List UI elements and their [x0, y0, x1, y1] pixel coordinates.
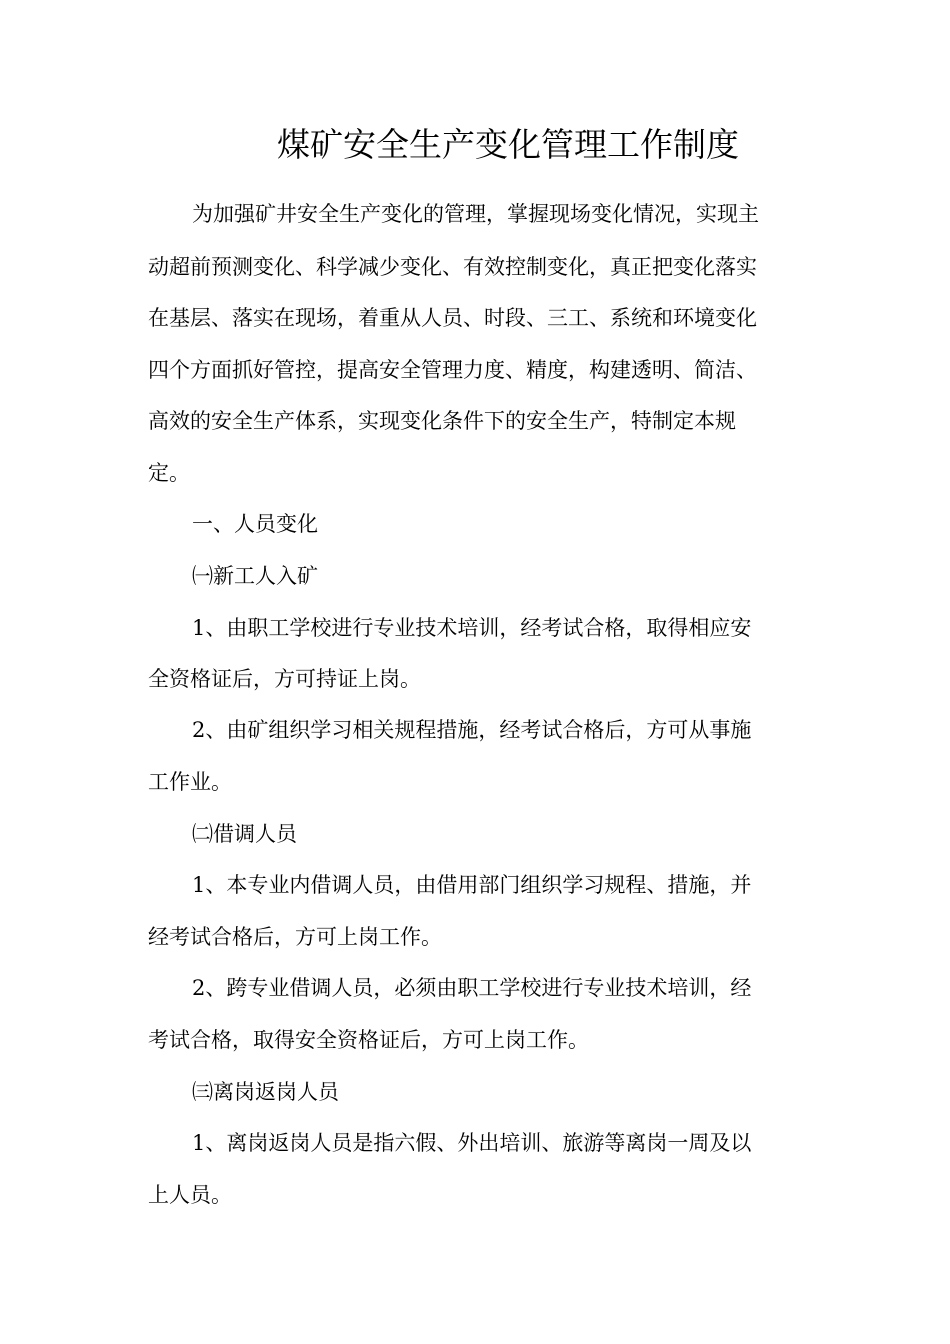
new-workers-item-2-line-1: 2、由矿组织学习相关规程措施，经考试合格后，方可从事施	[192, 718, 752, 742]
seconded-item-2-line-1: 2、跨专业借调人员，必须由职工学校进行专业技术培训，经	[192, 976, 752, 1000]
returning-item-1-line-1: 1、离岗返岗人员是指六假、外出培训、旅游等离岗一周及以	[192, 1131, 752, 1155]
section-heading-personnel-changes: 一、人员变化	[192, 512, 318, 536]
subsection-heading-seconded-personnel: ㈡借调人员	[192, 822, 297, 846]
intro-line-2: 动超前预测变化、科学减少变化、有效控制变化，真正把变化落实	[148, 255, 757, 279]
intro-line-5: 高效的安全生产体系，实现变化条件下的安全生产，特制定本规	[148, 409, 736, 433]
seconded-item-1-line-1: 1、本专业内借调人员，由借用部门组织学习规程、措施，并	[192, 873, 752, 897]
new-workers-item-1-line-2: 全资格证后，方可持证上岗。	[148, 667, 421, 691]
subsection-heading-returning-personnel: ㈢离岗返岗人员	[192, 1080, 339, 1104]
intro-line-6: 定。	[148, 461, 190, 485]
document-title: 煤矿安全生产变化管理工作制度	[277, 125, 739, 164]
new-workers-item-2-line-2: 工作业。	[148, 770, 232, 794]
returning-item-1-line-2: 上人员。	[148, 1183, 232, 1207]
new-workers-item-1-line-1: 1、由职工学校进行专业技术培训，经考试合格，取得相应安	[192, 616, 752, 640]
intro-line-4: 四个方面抓好管控，提高安全管理力度、精度，构建透明、简洁、	[148, 358, 757, 382]
intro-line-1: 为加强矿井安全生产变化的管理，掌握现场变化情况，实现主	[192, 202, 759, 226]
subsection-heading-new-workers: ㈠新工人入矿	[192, 564, 318, 588]
seconded-item-2-line-2: 考试合格，取得安全资格证后，方可上岗工作。	[148, 1028, 589, 1052]
intro-line-3: 在基层、落实在现场，着重从人员、时段、三工、系统和环境变化	[148, 306, 757, 330]
seconded-item-1-line-2: 经考试合格后，方可上岗工作。	[148, 925, 442, 949]
